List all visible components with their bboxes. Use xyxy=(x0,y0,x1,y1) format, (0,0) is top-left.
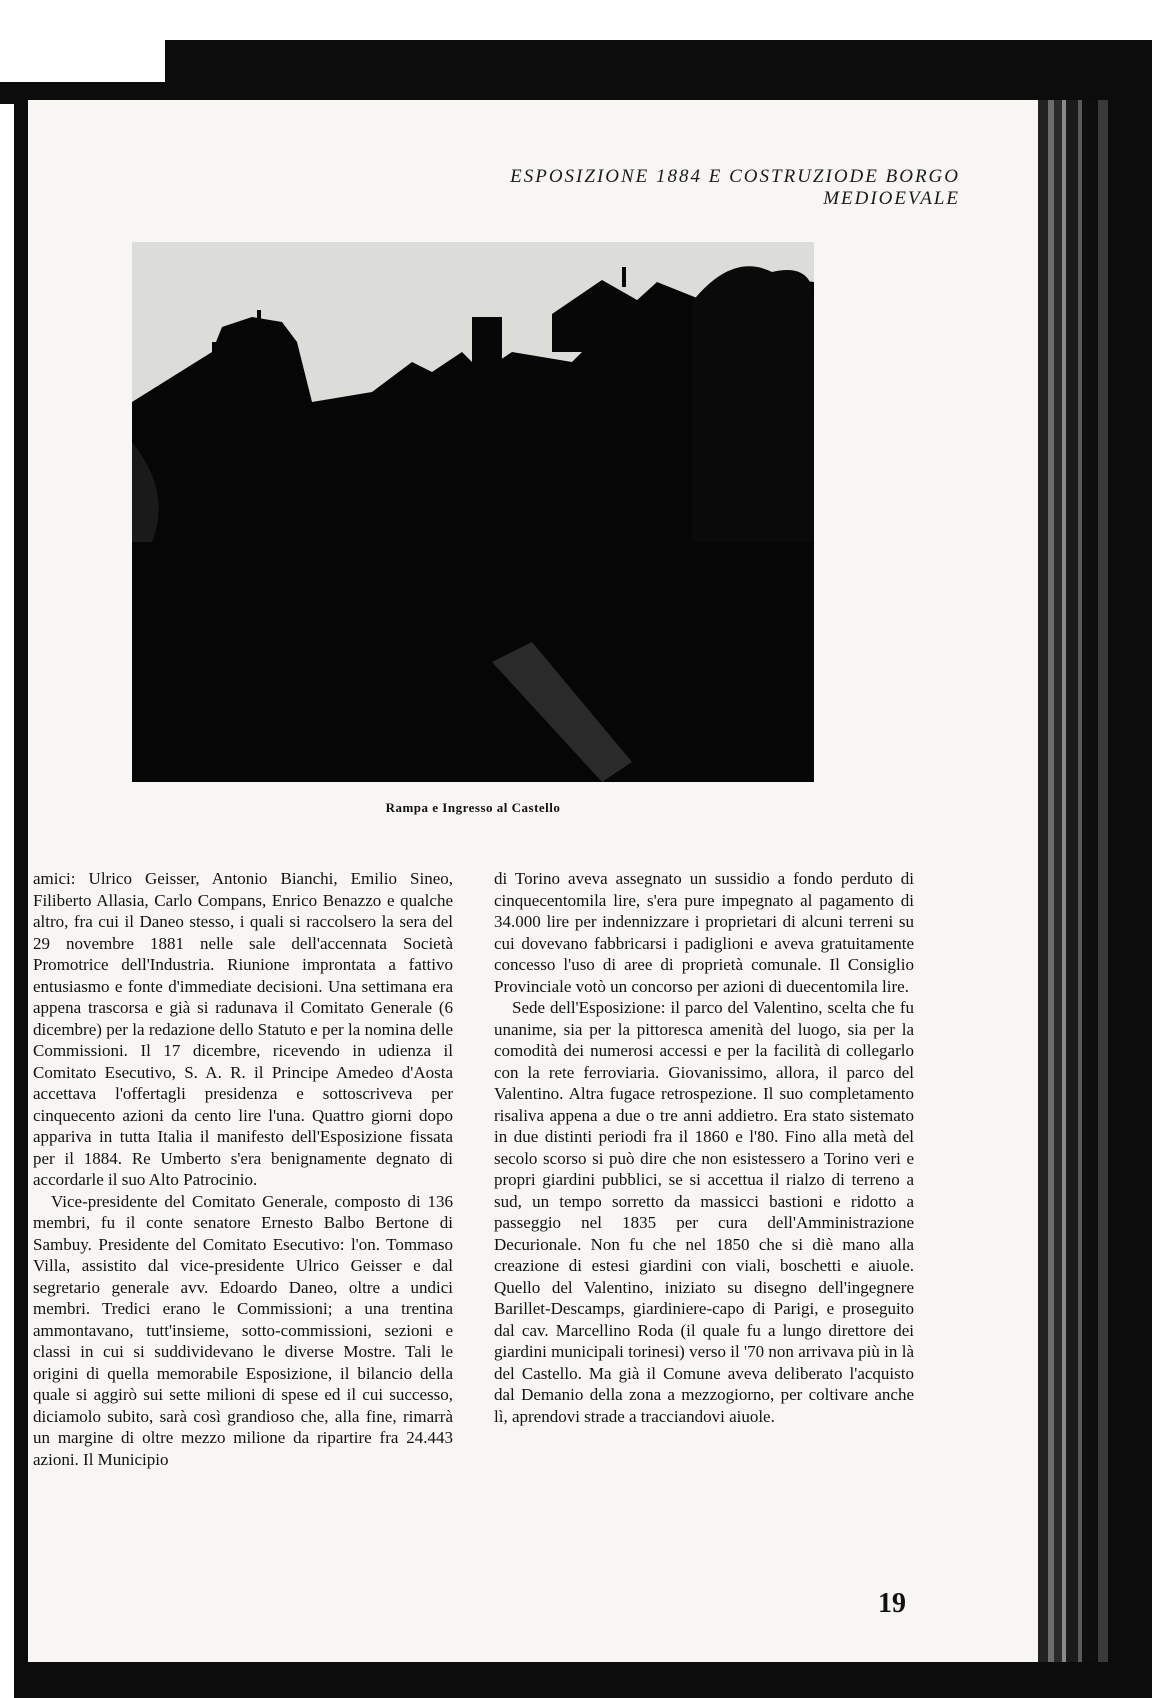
paragraph: amici: Ulrico Geisser, Antonio Bianchi, Emilio Sineo, Filiberto Allasia, Carlo Compans, Enrico Benazzo e qualche altro, fra cui il Daneo stesso, i quali si raccolsero la sera del 29 novembre 1881 nelle sale dell'accennata Società Promotrice dell'Industria. Riunione improntata a fattivo entusiasmo e fonte d'immediate decisioni. Una settimana era appena trascorsa e già si radunava il Comitato Generale (6 dicembre) per la redazione dello Statuto e per la nomina delle Commissioni. Il 17 dicembre, ricevendo in udienza il Comitato Esecutivo, S. A. R. il Principe Amedeo d'Aosta accettava l'offertagli presidenza e sottoscriveva per cinquecento azioni da cento lire l'una. Quattro giorni dopo appariva in tutta Italia il manifesto dell'Esposizione fissata per il 1884. Re Umberto s'era benignamente degnato di accordarle il suo Alto Patrocinio. xyxy=(33,869,453,1189)
running-title: ESPOSIZIONE 1884 E COSTRUZIODE BORGO MEDIOEVALE xyxy=(510,166,960,209)
right-column xyxy=(494,868,914,1427)
page-number: 19 xyxy=(878,1588,906,1619)
book-spine-edge xyxy=(1038,100,1152,1698)
scan-border-left xyxy=(14,90,28,1698)
paragraph: Sede dell'Esposizione: il parco del Valentino, scelta che fu unanime, sia per la pittoresca amenità del luogo, sia per la comodità dei numerosi accessi e per la facilità di collegarlo con la rete ferroviaria. Giovanissimo, allora, il parco del Valentino. Altra fugace retrospezione. Il suo completamento risaliva appena a due o tre anni addietro. Era stato sistemato in due distinti periodi fra il 1860 e l'80. Fino alla metà del secolo scorso si può dire che non esistessero a Torino veri e propri giardini pubblici, se si accettua il rialzo di terreno a sud, un tempo sorretto da massicci bastioni e ridotto a passeggio nel 1835 per cura dell'Amministrazione Decurionale. Non fu che nel 1850 che si diè mano alla creazione di estesi giardini con viali, boschetti e aiuole. Quello del Valentino, iniziato su disegno dell'ingegnere Barillet-Descamps, giardiniere-capo di Parigi, e proseguito dal cav. Marcellino Roda (il quale fu a lungo direttore dei giardini municipali torinesi) verso il '70 non arrivava più in là del Castello. Ma già il Comune aveva deliberato l'acquisto dal Demanio della zona a mezzogiorno, per coltivare anche lì, aprendovi strade a tracciandovi aiuole. xyxy=(494,998,914,1426)
left-column xyxy=(33,868,453,1470)
paragraph: di Torino aveva assegnato un sussidio a fondo perduto di cinquecentomila lire, s'era pure impegnato al pagamento di 34.000 lire per indennizzare i proprietari di alcuni terreni su cui dovevano fabbricarsi i padiglioni e aveva gratuitamente concesso l'uso di aree di proprietà comunale. Il Consiglio Provinciale votò un concorso per azioni di duecentomila lire. xyxy=(494,869,914,996)
paragraph: Vice-presidente del Comitato Generale, composto di 136 membri, fu il conte senatore Ernesto Balbo Bertone di Sambuy. Presidente del Comitato Esecutivo: l'on. Tommaso Villa, assistito dal vice-presidente Ulrico Geisser e dal segretario generale avv. Edoardo Daneo, oltre a undici membri. Tredici erano le Commissioni; a una trentina ammontavano, tutt'insieme, sotto-commissioni, sezioni e classi in cui si suddividevano le diverse Mostre. Tali le origini di quella memorabile Esposizione, il bilancio della quale si aggirò sui sette milioni di spese ed il cui successo, diciamolo subito, sarà così grandioso che, alla fine, rimarrà un margine di oltre mezzo milione da ripartire fra 24.443 azioni. Il Municipio xyxy=(33,1191,453,1469)
castle-silhouette-image xyxy=(132,242,814,782)
castle-photo xyxy=(132,242,814,782)
photo-caption: Rampa e Ingresso al Castello xyxy=(385,800,561,815)
scan-border-bottom xyxy=(20,1662,1152,1698)
